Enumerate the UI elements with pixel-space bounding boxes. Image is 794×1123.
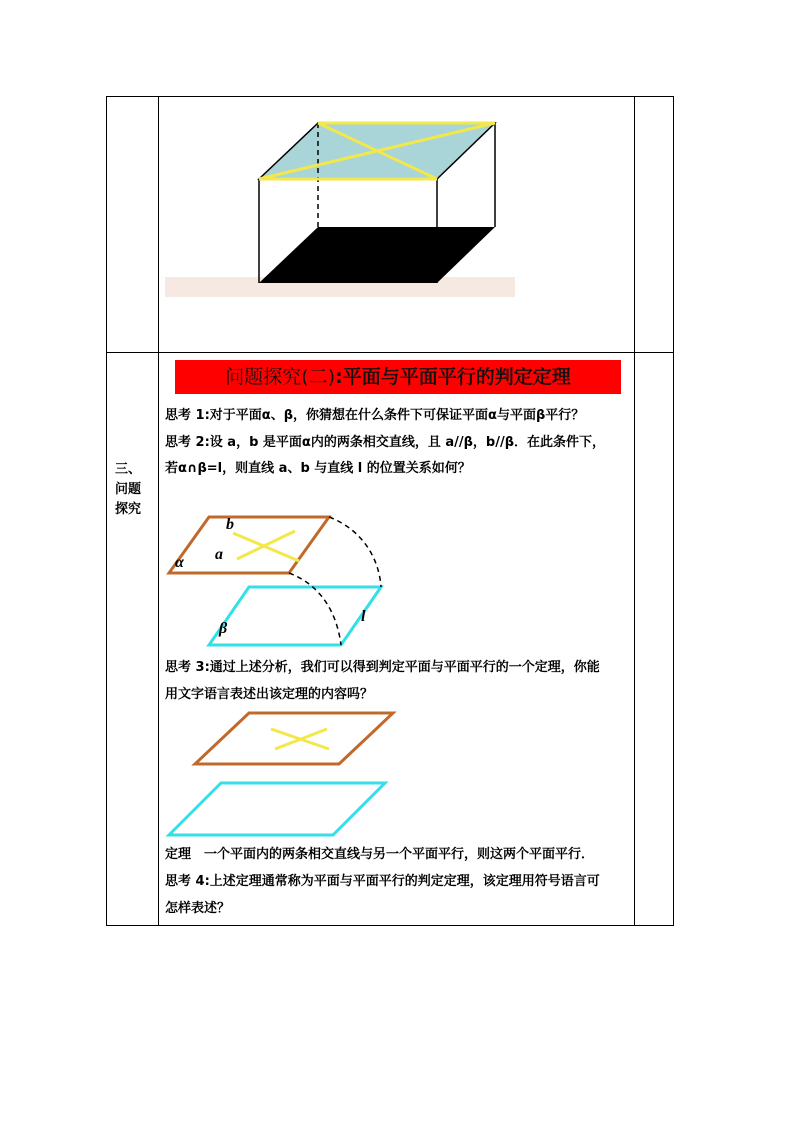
arc-upper [329,517,381,587]
banner-prefix: 问题探究(二) [225,366,336,388]
thought-3-line1: 思考 3:通过上述分析，我们可以得到判定平面与平面平行的一个定理，你能 [165,660,600,675]
thought-4-line1: 思考 4:上述定理通常称为平面与平面平行的判定定理，该定理用符号语言可 [165,874,600,889]
section-label-line1: 三、 [115,462,142,477]
banner-title: :平面与平面平行的判定定理 [335,366,571,388]
column-divider-left [158,97,159,925]
plane-alpha [169,517,329,573]
section-banner [175,360,621,394]
lower-plane [169,783,385,835]
section-label-line3: 探究 [115,502,142,517]
row-divider [107,352,673,353]
thought-2-line2: 若α∩β=l，则直线 a、b 与直线 l 的位置关系如何？ [165,461,471,476]
label-alpha: α [175,554,184,571]
thought-3-line2: 用文字语言表述出该定理的内容吗？ [165,687,374,702]
section-label-line2: 问题 [115,482,142,497]
plane-beta [209,587,381,645]
label-beta: β [219,620,228,637]
label-b: b [226,516,234,533]
lesson-table [106,96,674,926]
bottom-face [259,227,495,283]
thought-4-line2: 怎样表述？ [165,901,231,916]
arc-lower [289,573,341,645]
planes-intersection-figure [165,509,425,649]
parallel-planes-figure [165,709,405,839]
theorem: 定理 一个平面内的两条相交直线与另一个平面平行，则这两个平面平行． [165,847,595,862]
thought-2-line1: 思考 2:设 a，b 是平面α内的两条相交直线，且 a//β，b//β．在此条件下， [165,435,606,450]
column-divider-right [634,97,635,925]
label-a: a [215,546,223,563]
label-l: l [361,608,366,625]
thought-1: 思考 1:对于平面α、β，你猜想在什么条件下可保证平面α与平面β平行？ [165,408,585,423]
box-figure [165,115,515,301]
section-label [115,460,141,520]
